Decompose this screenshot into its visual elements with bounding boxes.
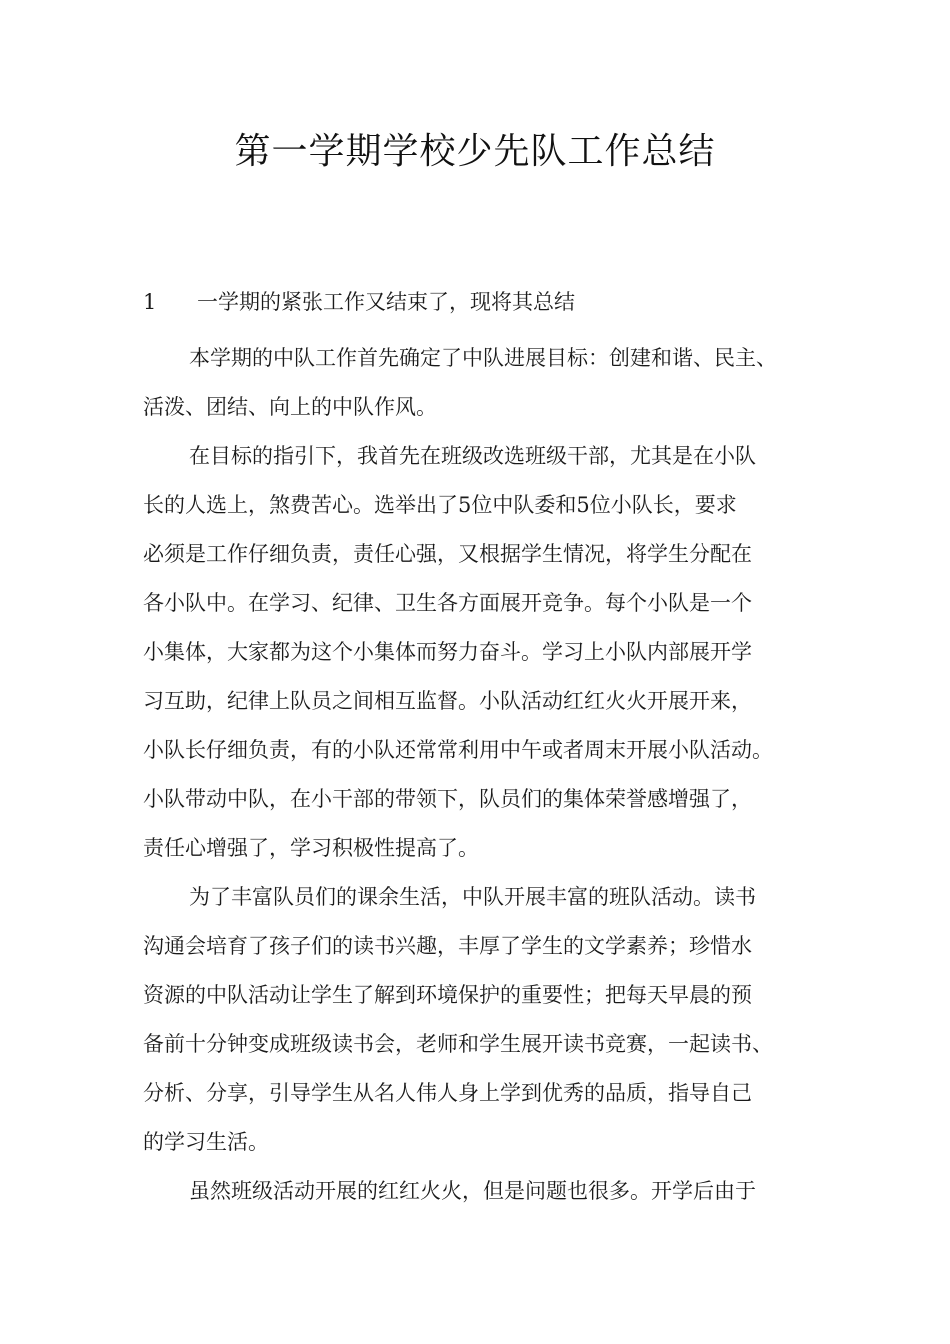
paragraph-line: 小队长仔细负责，有的小队还常常利用中午或者周末开展小队活动。: [143, 738, 773, 762]
paragraph-line: 为了丰富队员们的课余生活，中队开展丰富的班队活动。读书: [189, 885, 756, 909]
paragraph-line: 活泼、团结、向上的中队作风。: [143, 395, 437, 419]
paragraph-line: 本学期的中队工作首先确定了中队进展目标：创建和谐、民主、: [189, 346, 777, 370]
section-heading-text: 一学期的紧张工作又结束了，现将其总结: [197, 290, 575, 314]
paragraph-line: 必须是工作仔细负责，责任心强，又根据学生情况，将学生分配在: [143, 542, 752, 566]
paragraph-line: 在目标的指引下，我首先在班级改选班级干部，尤其是在小队: [189, 444, 756, 468]
section-heading: [143, 284, 575, 320]
paragraph-line: 习互助，纪律上队员之间相互监督。小队活动红红火火开展开来，: [143, 689, 752, 713]
paragraph-line: 分析、分享，引导学生从名人伟人身上学到优秀的品质，指导自己: [143, 1081, 752, 1105]
paragraph-line: 责任心增强了，学习积极性提高了。: [143, 836, 479, 860]
paragraph-line: 备前十分钟变成班级读书会，老师和学生展开读书竞赛，一起读书、: [143, 1032, 773, 1056]
document-title: 第一学期学校少先队工作总结: [234, 131, 716, 172]
paragraph-line: 资源的中队活动让学生了解到环境保护的重要性；把每天早晨的预: [143, 983, 752, 1007]
paragraph-line: 各小队中。在学习、纪律、卫生各方面展开竞争。每个小队是一个: [143, 591, 752, 615]
paragraph-line: 小队带动中队，在小干部的带领下，队员们的集体荣誉感增强了，: [143, 787, 752, 811]
section-number: 1: [143, 290, 157, 314]
paragraph-line: 长的人选上，煞费苦心。选举出了5位中队委和5位小队长，要求: [143, 493, 737, 517]
paragraph-line: 虽然班级活动开展的红红火火，但是问题也很多。开学后由于: [189, 1179, 756, 1203]
paragraph-line: 的学习生活。: [143, 1130, 269, 1154]
document-body: [143, 334, 833, 1216]
paragraph-line: 沟通会培育了孩子们的读书兴趣，丰厚了学生的文学素养；珍惜水: [143, 934, 752, 958]
paragraph-line: 小集体，大家都为这个小集体而努力奋斗。学习上小队内部展开学: [143, 640, 752, 664]
